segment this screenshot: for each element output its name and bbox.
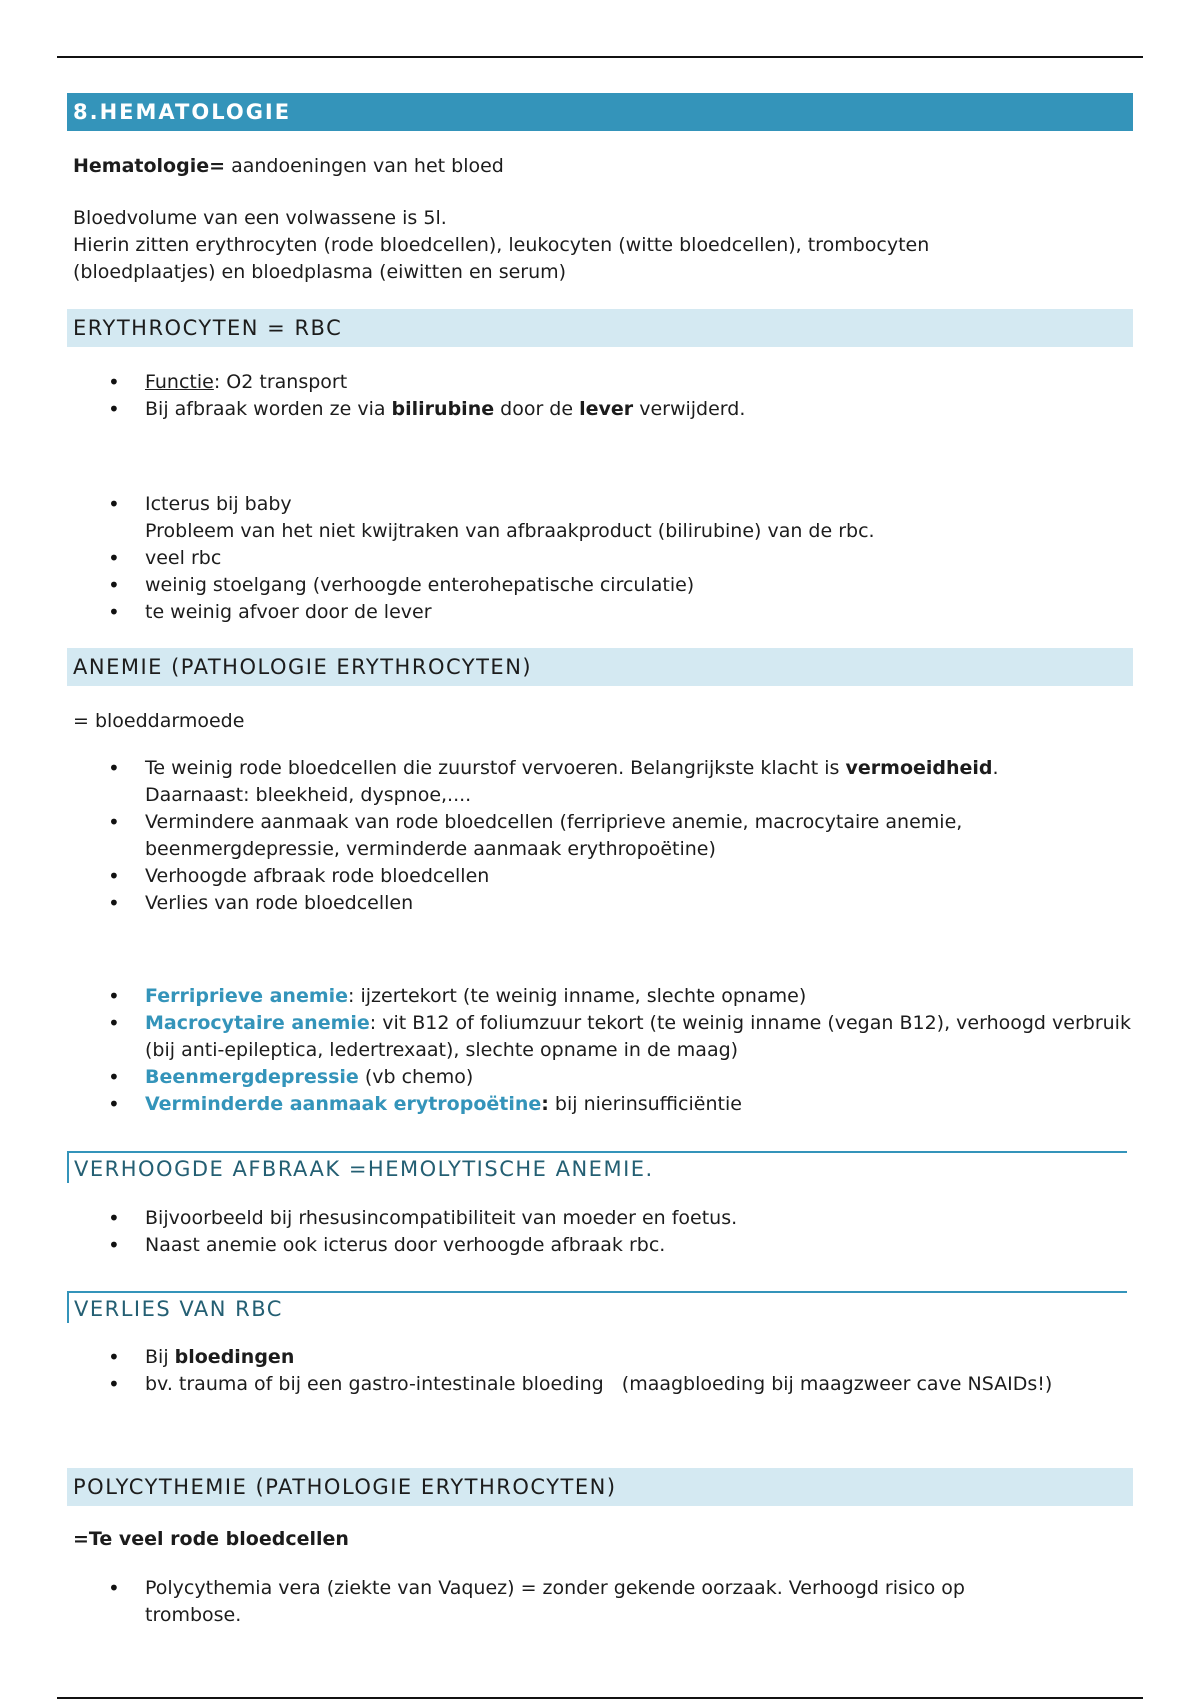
anemie-types-list (73, 983, 1133, 1118)
erythrocyten-list (73, 369, 1133, 423)
item-text: Te weinig rode bloedcellen die zuurstof vervoeren. Belangrijkste klacht is (145, 757, 846, 779)
section-heading-polycythemie: POLYCYTHEMIE (PATHOLOGIE ERYTHROCYTEN) (67, 1468, 1133, 1506)
macrocytaire-term: Macrocytaire anemie (145, 1012, 370, 1034)
definition-term: Hematologie= (73, 155, 226, 177)
verlies-list (73, 1344, 1133, 1398)
list-item: • te weinig afvoer door de lever (73, 599, 1133, 626)
list-item: • Naast anemie ook icterus door verhoogde afbraak rbc. (73, 1232, 1133, 1259)
polycythemie-definition: =Te veel rode bloedcellen (73, 1528, 349, 1550)
definition (73, 153, 1133, 180)
list-item (73, 369, 1133, 396)
anemie-definition: = bloeddarmoede (73, 710, 245, 732)
ferriprieve-term: Ferriprieve anemie (145, 985, 349, 1007)
definition-text: aandoeningen van het bloed (225, 155, 504, 177)
list-item: • Bijvoorbeeld bij rhesusincompatibiliteit van moeder en foetus. (73, 1205, 1133, 1232)
intro-line-1: Bloedvolume van een volwassene is 5l. (73, 207, 447, 229)
afbraak-pre: Bij afbraak worden ze via (145, 398, 392, 420)
item-text: : ijzertekort (te weinig inname, slechte opname) (348, 985, 807, 1007)
hemolytisch-list (73, 1205, 1133, 1259)
icterus-desc: Probleem van het niet kwijtraken van afbraakproduct (bilirubine) van de rbc. (145, 520, 875, 542)
list-item: • Polycythemia vera (ziekte van Vaquez) = zonder gekende oorzaak. Verhoogd risico op trombose. (73, 1575, 1133, 1629)
bilirubine-term: bilirubine (391, 398, 495, 420)
list-item: • weinig stoelgang (verhoogde enterohepatische circulatie) (73, 572, 1133, 599)
list-item: • Verlies van rode bloedcellen (73, 890, 1133, 917)
item-text: Daarnaast: bleekheid, dyspnoe,.... (145, 784, 472, 806)
page-title: 8.HEMATOLOGIE (67, 93, 1133, 131)
intro-line-2: Hierin zitten erythrocyten (rode bloedcellen), leukocyten (witte bloedcellen), trombocyten (bloedplaatjes) en bloedplasma (eiwitten en serum) (73, 234, 930, 283)
afbraak-post: verwijderd. (633, 398, 746, 420)
list-item: • Verhoogde afbraak rode bloedcellen (73, 863, 1133, 890)
lever-term: lever (579, 398, 634, 420)
list-item (73, 396, 1133, 423)
section-heading-anemie: ANEMIE (PATHOLOGIE ERYTHROCYTEN) (67, 648, 1133, 686)
bloedingen-term: bloedingen (174, 1346, 295, 1368)
list-item (73, 491, 1133, 545)
icterus-title: Icterus bij baby (145, 493, 292, 515)
functie-text: : O2 transport (213, 371, 348, 393)
section-heading-erythrocyten: ERYTHROCYTEN = RBC (67, 309, 1133, 347)
list-item (73, 1064, 1133, 1091)
bottom-rule (57, 1697, 1143, 1699)
item-text: (vb chemo) (358, 1066, 474, 1088)
list-item (73, 755, 1133, 809)
list-item: • bv. trauma of bij een gastro-intestinale bloeding (maagbloeding bij maagzweer cave NSAIDs!) (73, 1371, 1133, 1398)
beenmerg-term: Beenmergdepressie (145, 1066, 359, 1088)
vermoeidheid-term: vermoeidheid (845, 757, 993, 779)
item-text: bij nierinsufficiëntie (548, 1093, 742, 1115)
afbraak-mid: door de (494, 398, 580, 420)
list-item: • Vermindere aanmaak van rode bloedcellen (ferriprieve anemie, macrocytaire anemie, beenmergdepressie, verminderde aanmaak erythropoëtine) (73, 809, 1133, 863)
top-rule (57, 56, 1143, 58)
list-item (73, 1344, 1133, 1371)
polycythemie-list (73, 1575, 1133, 1629)
list-item: • veel rbc (73, 545, 1133, 572)
functie-label: Functie (145, 371, 214, 393)
item-text: Bij (145, 1346, 175, 1368)
icterus-list (73, 491, 1133, 626)
list-item (73, 1091, 1133, 1118)
item-text: . (992, 757, 999, 779)
section-heading-verlies: VERLIES VAN RBC (67, 1291, 1127, 1323)
item-text: : vit B12 of foliumzuur tekort (te weinig inname (vegan B12), verhoogd verbruik (bij anti-epileptica, ledertrexaat), slechte opname in de maag) (145, 1012, 1131, 1061)
colon: : (541, 1093, 549, 1115)
section-heading-hemolytisch: VERHOOGDE AFBRAAK =HEMOLYTISCHE ANEMIE. (67, 1151, 1127, 1183)
list-item (73, 983, 1133, 1010)
erytropoetine-term: Verminderde aanmaak erytropoëtine (145, 1093, 542, 1115)
list-item (73, 1010, 1133, 1064)
anemie-list (73, 755, 1133, 917)
